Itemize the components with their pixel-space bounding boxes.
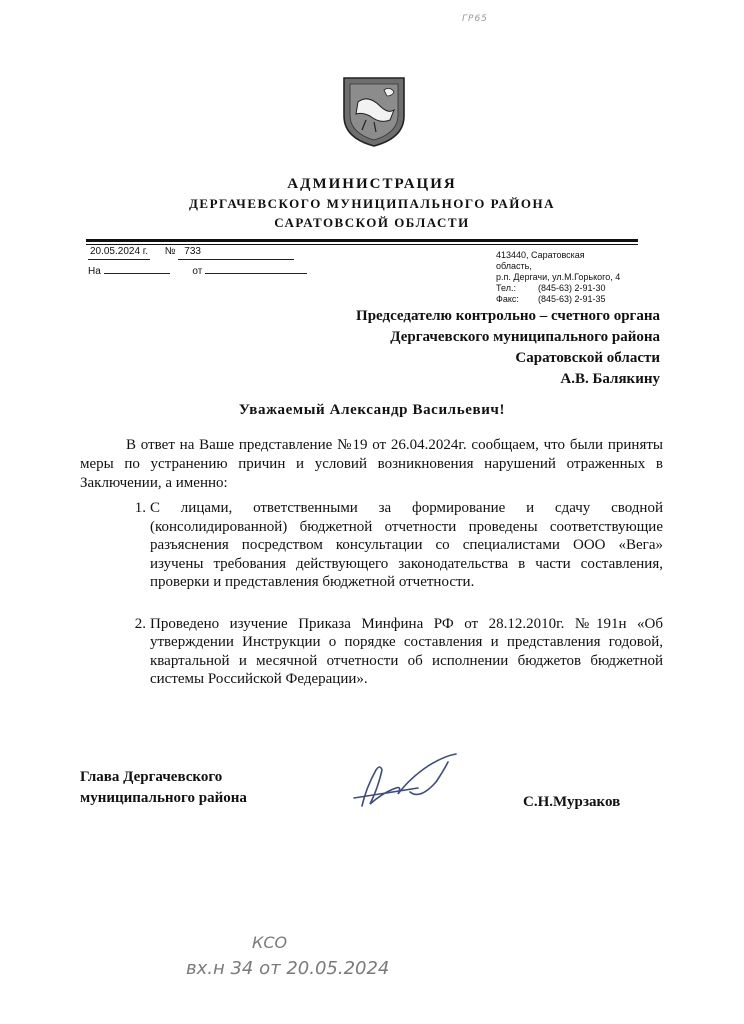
recipient-line: Председателю контрольно – счетного органа bbox=[356, 308, 660, 324]
list-item-number: 1. bbox=[134, 500, 146, 516]
signatory-title-line2: муниципального района bbox=[80, 790, 247, 806]
list-item-number: 2. bbox=[134, 615, 146, 632]
reference-na-blank bbox=[104, 260, 170, 274]
org-name-line1: АДМИНИСТРАЦИЯ bbox=[287, 176, 457, 192]
recipient-line: Саратовской области bbox=[515, 350, 660, 366]
handwritten-note-line2: вх.н 34 от 20.05.2024 bbox=[186, 958, 390, 979]
reference-ot-label: от bbox=[192, 266, 203, 277]
reference-na-label: На bbox=[88, 266, 101, 277]
signatory-title bbox=[80, 767, 247, 809]
sender-address bbox=[496, 250, 656, 305]
list-item bbox=[80, 615, 663, 689]
recipient-line: А.В. Балякину bbox=[560, 371, 660, 387]
org-name-line3: САРАТОВСКОЙ ОБЛАСТИ bbox=[274, 215, 470, 230]
address-line1: 413440, Саратовская bbox=[496, 250, 585, 260]
header-rule-thick bbox=[86, 239, 638, 242]
list-item bbox=[80, 499, 663, 592]
fax-value: (845-63) 2-91-35 bbox=[538, 294, 606, 304]
handwritten-registration-note bbox=[180, 926, 460, 986]
header-rule-thin bbox=[86, 244, 638, 245]
signatory-name: С.Н.Мурзаков bbox=[523, 794, 621, 810]
intro-text: В ответ на Ваше представление №19 от 26.04.2024г. сообщаем, что были приняты меры по устранению причин и условий возникновения нарушений отраженных в Заключении, а именно: bbox=[80, 437, 663, 491]
measures-list bbox=[80, 499, 663, 689]
fax-label: Факс: bbox=[496, 294, 519, 304]
recipient-line: Дергачевского муниципального района bbox=[390, 329, 660, 345]
recipient-block bbox=[240, 306, 660, 390]
signatory-title-line1: Глава Дергачевского bbox=[80, 769, 223, 785]
corner-pencil-note: ГР65 bbox=[462, 14, 488, 24]
address-line2: область, bbox=[496, 261, 532, 271]
reference-ot-blank bbox=[205, 260, 307, 274]
tel-label: Тел.: bbox=[496, 283, 516, 293]
intro-paragraph bbox=[80, 436, 663, 493]
registration-date: 20.05.2024 г. bbox=[88, 246, 150, 260]
list-item-text: Проведено изучение Приказа Минфина РФ от 28.12.2010г. №191н «Об утверждении Инструкции о порядке составления и представления годовой, квартальной и месячной отчетности об исполнении бюджетов бюджетной системы Российской Федерации». bbox=[150, 615, 663, 687]
registration-number: 733 bbox=[178, 246, 294, 260]
handwritten-note-line1: КСО bbox=[252, 933, 288, 952]
registration-number-label: № bbox=[164, 246, 176, 257]
registration-date-row bbox=[88, 246, 294, 260]
tel-value: (845-63) 2-91-30 bbox=[538, 283, 606, 293]
org-name-line2: ДЕРГАЧЕВСКОГО МУНИЦИПАЛЬНОГО РАЙОНА bbox=[188, 196, 556, 211]
coat-of-arms-emblem bbox=[340, 72, 408, 148]
list-item-text: С лицами, ответственными за формирование и сдачу сводной (консолидированной) бюджетной отчетности проведены соответствующие разъяснения посредством консультации со специалистами ООО «Вега» изучены требования действующего законодательства в части составления, проверки и представления бюджетной отчетности. bbox=[150, 500, 663, 590]
handwritten-signature bbox=[340, 748, 470, 818]
address-line3: р.п. Дергачи, ул.М.Горького, 4 bbox=[496, 272, 621, 282]
salutation: Уважаемый Александр Васильевич! bbox=[238, 402, 506, 418]
reference-row bbox=[88, 260, 307, 277]
